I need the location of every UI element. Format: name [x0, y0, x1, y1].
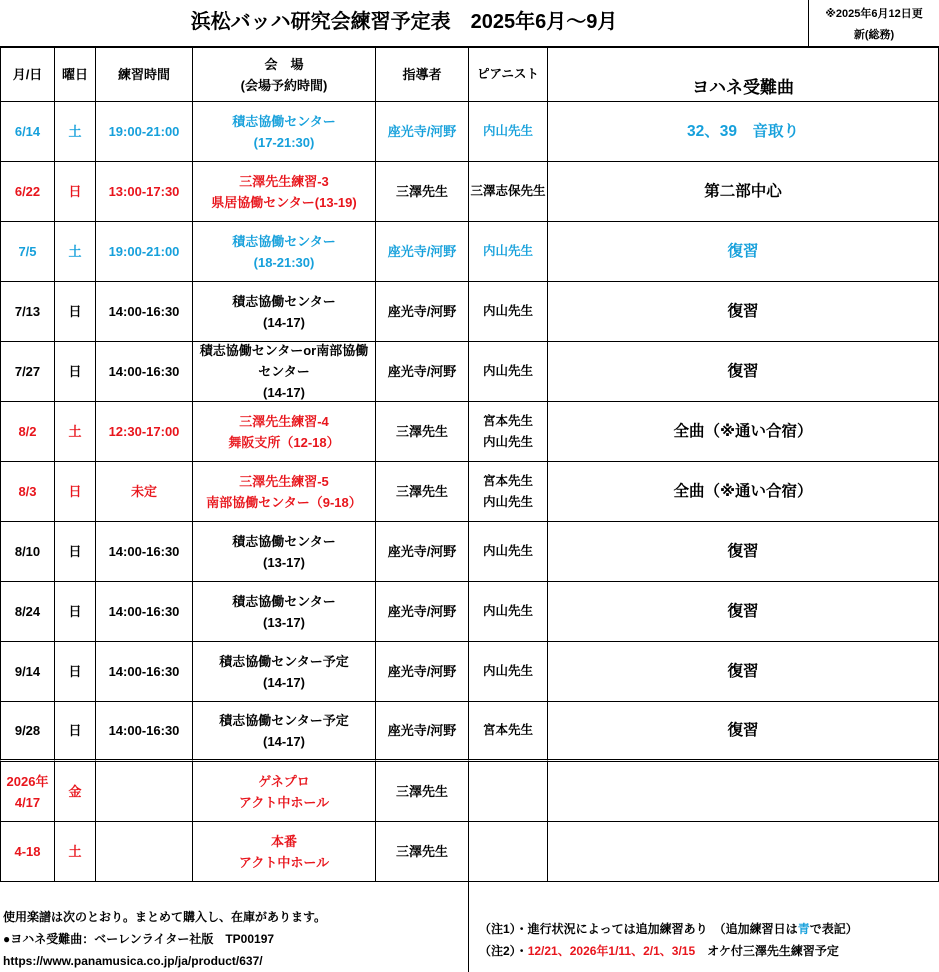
weekday-cell: 土	[55, 402, 96, 462]
time-cell: 19:00-21:00	[96, 222, 193, 282]
note-2	[479, 940, 939, 962]
johannes-program-cell: 全曲（※通い合宿）	[548, 402, 939, 462]
date-line: 2026年	[6, 773, 49, 789]
venue-line: 積志協働センター	[232, 293, 336, 309]
schedule-row	[0, 402, 939, 462]
note2-highlight: 12/21、2026年1/11、2/1、3/15	[527, 944, 696, 958]
instructor-cell: 座光寺/河野	[376, 582, 469, 642]
note1-highlight: 青	[797, 922, 810, 936]
schedule-row	[0, 822, 939, 882]
venue-cell	[193, 342, 376, 402]
instructor-cell: 三澤先生	[376, 462, 469, 522]
header-time: 練習時間	[96, 48, 193, 102]
weekday-cell: 土	[55, 822, 96, 882]
pianist-cell	[469, 462, 548, 522]
venue-line: 積志協働センター予定	[219, 653, 349, 669]
date-cell: 6/14	[0, 102, 55, 162]
pianist-cell: 内山先生	[469, 282, 548, 342]
time-cell: 14:00-16:30	[96, 642, 193, 702]
venue-cell	[193, 522, 376, 582]
pianist-cell	[469, 402, 548, 462]
header-venue-line: 会 場	[264, 56, 304, 72]
venue-cell	[193, 702, 376, 762]
table-header-row	[0, 48, 939, 102]
schedule-row	[0, 282, 939, 342]
johannes-program-cell: 第二部中心	[548, 162, 939, 222]
venue-cell	[193, 762, 376, 822]
time-cell: 14:00-16:30	[96, 702, 193, 762]
venue-line: 本番	[270, 833, 297, 849]
weekday-cell: 日	[55, 702, 96, 762]
time-cell: 14:00-16:30	[96, 342, 193, 402]
venue-line: 積志協働センター	[232, 113, 336, 129]
time-cell: 未定	[96, 462, 193, 522]
instructor-cell: 座光寺/河野	[376, 522, 469, 582]
weekday-cell: 日	[55, 582, 96, 642]
score-edition: ●ヨハネ受難曲：ベーレンライター社版 TP00197	[3, 932, 275, 946]
pianist-cell: 内山先生	[469, 102, 548, 162]
score-info	[0, 882, 468, 972]
time-cell: 19:00-21:00	[96, 102, 193, 162]
venue-line: 積志協働センターor南部協働	[199, 343, 369, 358]
instructor-cell: 三澤先生	[376, 762, 469, 822]
venue-line: (14-17)	[263, 385, 305, 400]
date-cell: 8/2	[0, 402, 55, 462]
header-date: 月/日	[0, 48, 55, 102]
update-note-line: ※2025年6月12日更	[825, 8, 923, 20]
schedule-row	[0, 582, 939, 642]
venue-line: アクト中ホール	[238, 854, 330, 870]
date-cell	[0, 762, 55, 822]
venue-line: センター	[258, 364, 310, 379]
venue-line: 積志協働センター	[232, 233, 336, 249]
johannes-program-cell: 復習	[548, 282, 939, 342]
date-cell: 6/22	[0, 162, 55, 222]
time-cell: 13:00-17:30	[96, 162, 193, 222]
schedule-row	[0, 162, 939, 222]
venue-cell	[193, 582, 376, 642]
header-venue	[193, 48, 376, 102]
venue-line: (14-17)	[263, 314, 305, 330]
time-cell: 14:00-16:30	[96, 282, 193, 342]
date-cell: 7/13	[0, 282, 55, 342]
venue-line: 県居協働センター(13-19)	[211, 194, 357, 210]
date-cell: 8/3	[0, 462, 55, 522]
pianist-line: 宮本先生	[482, 413, 533, 428]
update-note	[808, 0, 939, 47]
venue-line: (13-17)	[263, 614, 305, 630]
venue-cell	[193, 102, 376, 162]
schedule-row	[0, 462, 939, 522]
note1-prefix: （注1）・進行状況によっては追加練習あり （追加練習日は	[479, 922, 798, 936]
pianist-cell: 内山先生	[469, 582, 548, 642]
time-cell	[96, 822, 193, 882]
header-pianist: ピアニスト	[469, 48, 548, 102]
score-url: https://www.panamusica.co.jp/ja/product/637/	[3, 954, 263, 968]
venue-line: 三澤先生練習-5	[239, 473, 329, 489]
johannes-program-cell: 復習	[548, 702, 939, 762]
weekday-cell: 土	[55, 102, 96, 162]
venue-line: ゲネプロ	[258, 773, 310, 789]
score-note: 使用楽譜は次のとおり。まとめて購入し、在庫があります。	[3, 910, 327, 924]
note2-prefix: （注2）・	[479, 944, 528, 958]
header-johannes: ヨハネ受難曲	[548, 48, 939, 102]
johannes-program-cell: 復習	[548, 582, 939, 642]
johannes-program-cell: 復習	[548, 522, 939, 582]
venue-cell	[193, 642, 376, 702]
venue-line: (14-17)	[263, 733, 305, 749]
date-cell: 4-18	[0, 822, 55, 882]
schedule-row	[0, 522, 939, 582]
weekday-cell: 土	[55, 222, 96, 282]
weekday-cell: 金	[55, 762, 96, 822]
pianist-cell: 宮本先生	[469, 702, 548, 762]
weekday-cell: 日	[55, 282, 96, 342]
venue-cell	[193, 162, 376, 222]
notes	[468, 882, 939, 972]
weekday-cell: 日	[55, 462, 96, 522]
schedule-row	[0, 222, 939, 282]
instructor-cell: 座光寺/河野	[376, 702, 469, 762]
instructor-cell: 座光寺/河野	[376, 342, 469, 402]
johannes-program-cell: 復習	[548, 342, 939, 402]
weekday-cell: 日	[55, 162, 96, 222]
pianist-cell: 内山先生	[469, 222, 548, 282]
instructor-cell: 座光寺/河野	[376, 282, 469, 342]
johannes-program-cell: 復習	[548, 222, 939, 282]
time-cell: 12:30-17:00	[96, 402, 193, 462]
weekday-cell: 日	[55, 342, 96, 402]
instructor-cell: 三澤先生	[376, 822, 469, 882]
pianist-cell	[469, 762, 548, 822]
johannes-program-cell: 32、39 音取り	[548, 102, 939, 162]
weekday-cell: 日	[55, 522, 96, 582]
johannes-program-cell: 復習	[548, 642, 939, 702]
schedule-row	[0, 702, 939, 762]
instructor-cell: 座光寺/河野	[376, 222, 469, 282]
time-cell	[96, 762, 193, 822]
date-cell: 7/27	[0, 342, 55, 402]
note1-suffix: で表記）	[809, 922, 858, 936]
date-line: 4/17	[14, 794, 41, 810]
venue-line: (13-17)	[263, 554, 305, 570]
header-venue-line: (会場予約時間)	[240, 77, 328, 93]
instructor-cell: 座光寺/河野	[376, 642, 469, 702]
venue-cell	[193, 222, 376, 282]
venue-cell	[193, 462, 376, 522]
date-cell: 7/5	[0, 222, 55, 282]
pianist-line: 内山先生	[482, 434, 533, 449]
pianist-cell	[469, 822, 548, 882]
venue-line: 三澤先生練習-3	[239, 173, 329, 189]
venue-line: 積志協働センター	[232, 533, 336, 549]
venue-line: (14-17)	[263, 674, 305, 690]
pianist-cell: 三澤志保先生	[469, 162, 548, 222]
schedule-table	[0, 46, 939, 882]
weekday-cell: 日	[55, 642, 96, 702]
johannes-program-cell	[548, 822, 939, 882]
venue-line: (17-21:30)	[253, 134, 315, 150]
instructor-cell: 座光寺/河野	[376, 102, 469, 162]
venue-line: アクト中ホール	[238, 794, 330, 810]
instructor-cell: 三澤先生	[376, 162, 469, 222]
time-cell: 14:00-16:30	[96, 522, 193, 582]
date-cell: 8/24	[0, 582, 55, 642]
date-cell: 9/28	[0, 702, 55, 762]
schedule-row	[0, 102, 939, 162]
note2-suffix: オケ付三澤先生練習予定	[695, 944, 839, 958]
page-title: 浜松バッハ研究会練習予定表 2025年6月～9月	[190, 11, 618, 33]
johannes-program-cell	[548, 762, 939, 822]
venue-line: 舞阪支所（12-18）	[228, 434, 340, 450]
header-instructor: 指導者	[376, 48, 469, 102]
pianist-line: 内山先生	[482, 494, 533, 509]
johannes-program-cell: 全曲（※通い合宿）	[548, 462, 939, 522]
pianist-cell: 内山先生	[469, 342, 548, 402]
note-1	[479, 918, 939, 940]
venue-line: (18-21:30)	[253, 254, 315, 270]
pianist-line: 宮本先生	[482, 473, 533, 488]
venue-line: 積志協働センター予定	[219, 712, 349, 728]
time-cell: 14:00-16:30	[96, 582, 193, 642]
venue-line: 南部協働センター（9-18）	[206, 494, 362, 510]
schedule-row	[0, 642, 939, 702]
venue-cell	[193, 822, 376, 882]
schedule-row	[0, 342, 939, 402]
pianist-cell: 内山先生	[469, 522, 548, 582]
update-note-line: 新(総務)	[853, 29, 895, 41]
instructor-cell: 三澤先生	[376, 402, 469, 462]
venue-cell	[193, 282, 376, 342]
schedule-row	[0, 762, 939, 822]
header-weekday: 曜日	[55, 48, 96, 102]
venue-line: 三澤先生練習-4	[239, 413, 329, 429]
venue-cell	[193, 402, 376, 462]
date-cell: 9/14	[0, 642, 55, 702]
pianist-cell: 内山先生	[469, 642, 548, 702]
date-cell: 8/10	[0, 522, 55, 582]
venue-line: 積志協働センター	[232, 593, 336, 609]
